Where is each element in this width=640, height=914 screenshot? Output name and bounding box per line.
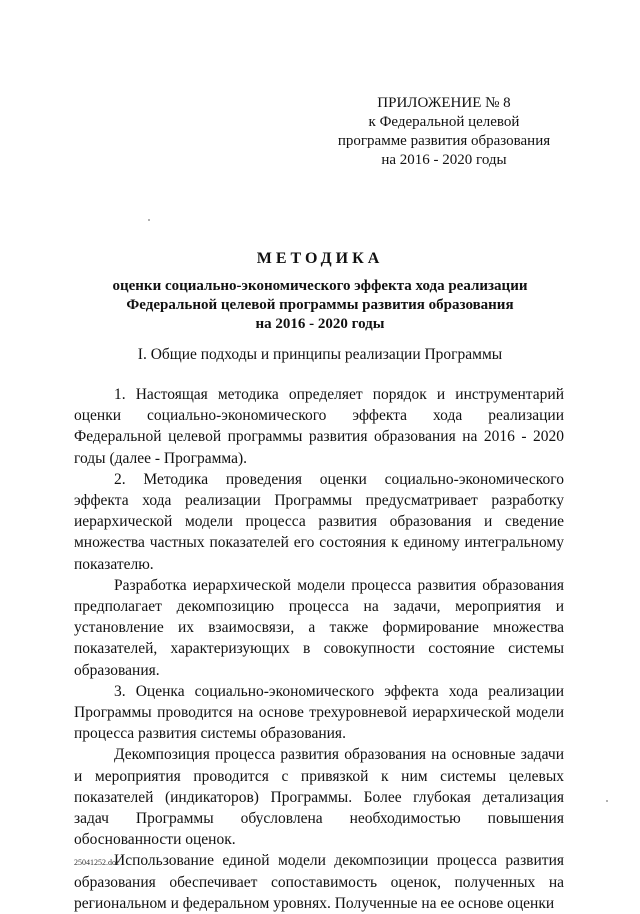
subtitle-line: оценки социально-экономического эффекта хода реализации [112, 278, 528, 294]
appendix-header [326, 94, 562, 170]
subtitle-line: на 2016 - 2020 годы [255, 316, 385, 332]
paragraph: 1. Настоящая методика определяет порядок и инструментарий оценки социально-экономического эффекта хода реализации Федеральной целевой программы развития образования на 2016 - 2020 годы (далее - Программа). [74, 386, 564, 467]
paragraph: 3. Оценка социально-экономического эффекта хода реализации Программы проводится на основе трехуровневой иерархической модели процесса развития системы образования. [74, 682, 564, 743]
appendix-line: программе развития образования [337, 133, 551, 149]
paragraph: Декомпозиция процесса развития образования на основные задачи и мероприятия проводится с привязкой к ним системы целевых показателей (индикаторов) Программы. Более глубокая детализация задач Программы обусловлена необходимостью повышения обоснованности оценок. [74, 746, 564, 849]
paragraph: Разработка иерархической модели процесса развития образования предполагает декомпозицию процесса на задачи, мероприятия и установление их взаимосвязи, а также формирование множества показателей, характеризующих в совокупности состояние системы образования. [74, 576, 564, 679]
body-text [74, 384, 564, 914]
scan-speck [606, 800, 608, 802]
appendix-line: на 2016 - 2020 годы [381, 152, 507, 168]
subtitle-line: Федеральной целевой программы развития образования [126, 297, 514, 313]
paragraph: 2. Методика проведения оценки социально-экономического эффекта хода реализации Программы предусматривает разработку иерархической модели процесса развития образования и сведение множества частных показателей его состояния к единому интегральному показателю. [74, 470, 564, 573]
appendix-number: ПРИЛОЖЕНИЕ № 8 [377, 95, 511, 111]
appendix-line: к Федеральной целевой [368, 114, 520, 130]
scan-speck [148, 219, 150, 221]
paragraph: Использование единой модели декомпозиции процесса развития образования обеспечивает сопоставимость оценок, полученных на региональном и федеральном уровнях. Полученные на ее основе оценки [74, 852, 564, 912]
document-subtitle [74, 277, 566, 334]
file-name-footer: 25041252.doc [74, 858, 120, 867]
section-heading: I. Общие подходы и принципы реализации Программы [137, 346, 503, 363]
document-title: МЕТОДИКА [256, 250, 384, 267]
